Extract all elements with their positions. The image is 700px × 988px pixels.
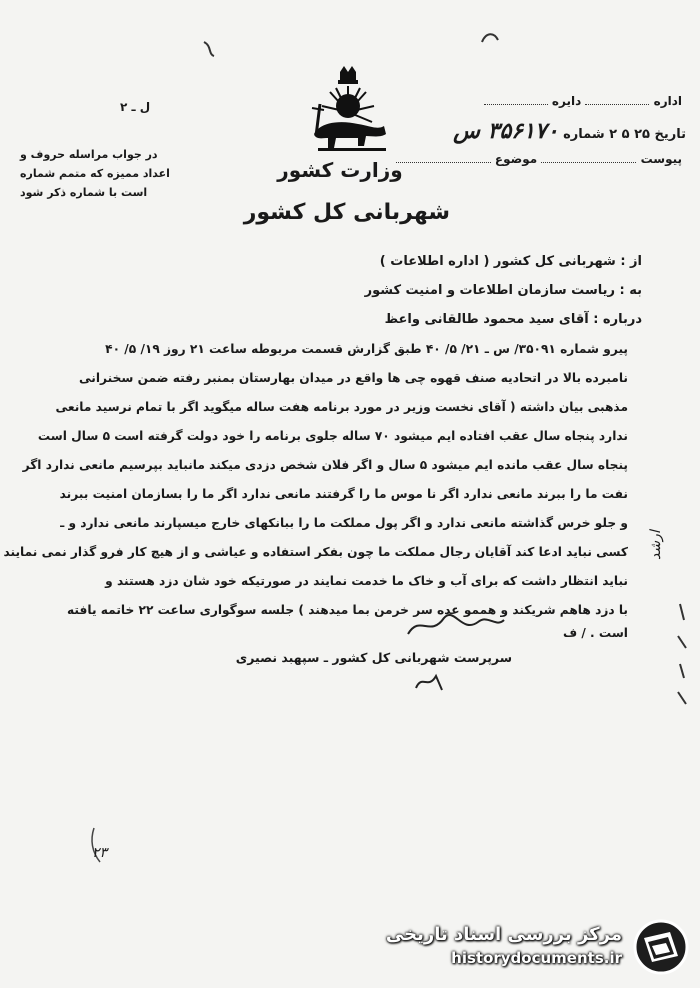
watermark-url: historydocuments.ir	[451, 949, 622, 967]
margin-handwriting: ارشد	[648, 530, 664, 560]
body-line: پنجاه سال عقب مانده ایم میشود ۵ سال و اگر فلان شخص دزدی میکند مانباید بپرسیم مانعی ندارد اگر	[22, 458, 628, 472]
idara-field	[585, 94, 649, 105]
stray-mark	[478, 28, 502, 48]
attachment-row	[396, 152, 682, 166]
body-line: نفت ما را ببرند مانعی ندارد اگر نا موس ما را گرفتند مانعی ندارد اگر ما را بسازمان امنیت ببرند	[59, 487, 628, 501]
attachment-label: پیوست	[640, 152, 682, 166]
body-line: و جلو خرس گذاشته مانعی ندارد و اگر پول مملکت ما را ببانکهای خارج میسپارند مانعی ندارد و ـ	[60, 516, 628, 530]
initials-mark	[410, 668, 450, 696]
body-line: با دزد هاهم شریکند و هممو عده سر خرمن بما میدهند ) جلسه سوگواری ساعت ۲۲ خاتمه یافته	[67, 603, 628, 617]
subject-line: درباره : آقای سید محمود طالقانی واعظ	[384, 312, 642, 327]
idara-row	[484, 94, 682, 108]
police-title: شهربانی کل کشور	[243, 200, 450, 225]
to-line: به : ریاست سازمان اطلاعات و امنیت کشور	[364, 283, 642, 298]
subject-label: موضوع	[494, 152, 538, 166]
stray-mark	[200, 38, 220, 58]
body-line: مذهبی بیان داشته ( آقای نخست وزیر در مورد برنامه هفت ساله میگوید اگر با تمام نرسید مانعی	[55, 400, 628, 414]
body-line: پیرو شماره ۳۵۰۹۱/ س ـ ۲۱/ ۵/ ۴۰ طبق گزارش قسمت مربوطه ساعت ۲۱ روز ۱۹/ ۵/ ۴۰	[105, 342, 628, 356]
watermark	[385, 918, 692, 976]
body-line: کسی نباید ادعا کند آقایان رجال مملکت ما چون بفکر استفاده و عیاشی و از هیچ کار فرو گذار نمی نمایند	[3, 545, 628, 559]
reference-code: ل ـ ۲	[120, 100, 151, 114]
body-line: است . / ف	[562, 626, 628, 640]
lion-and-sun-emblem-icon	[300, 64, 395, 154]
from-line: از : شهربانی کل کشور ( اداره اطلاعات )	[379, 254, 642, 269]
daere-field	[484, 94, 548, 105]
archive-logo-icon	[630, 918, 692, 976]
page-annotation: ۲۳	[92, 845, 108, 861]
date-number-label: تاریخ ۲۵ ۵ ۲ شماره	[563, 127, 686, 142]
watermark-title: مرکز بررسی اسناد تاریخی	[385, 924, 622, 945]
handwritten-signature-icon	[400, 604, 510, 644]
signature-line: سرپرست شهربانی کل کشور ـ سپهبد نصیری	[235, 650, 512, 665]
ministry-title: وزارت کشور	[277, 158, 403, 182]
body-line: ندارد پنجاه سال عقب افتاده ایم میشود ۷۰ ساله جلوی برنامه را خود دولت گرفته است ۵ سال است	[37, 429, 628, 443]
body-line: نامبرده بالا در اتحادیه صنف قهوه چی ها واقع در میدان بهارستان بمنبر رفته ضمن سخنرانی	[78, 371, 628, 385]
body-line: نباید انتظار داشت که برای آب و خاک ما خدمت نمایند در صورتیکه خود شان دزد هستند و	[105, 574, 628, 588]
daere-label: دایره	[551, 94, 582, 108]
idara-label: اداره	[653, 94, 682, 108]
reply-note-line: است با شماره ذکر شود	[20, 186, 148, 199]
margin-ticks	[672, 600, 694, 710]
reply-note-line: اعداد ممیزه که متمم شماره	[20, 167, 170, 180]
attachment-field	[541, 152, 636, 163]
document-number: ۳۵۶۱۷۰ س	[453, 118, 559, 144]
date-number-row	[453, 118, 686, 144]
reply-note-line: در جواب مراسله حروف و	[20, 148, 158, 161]
